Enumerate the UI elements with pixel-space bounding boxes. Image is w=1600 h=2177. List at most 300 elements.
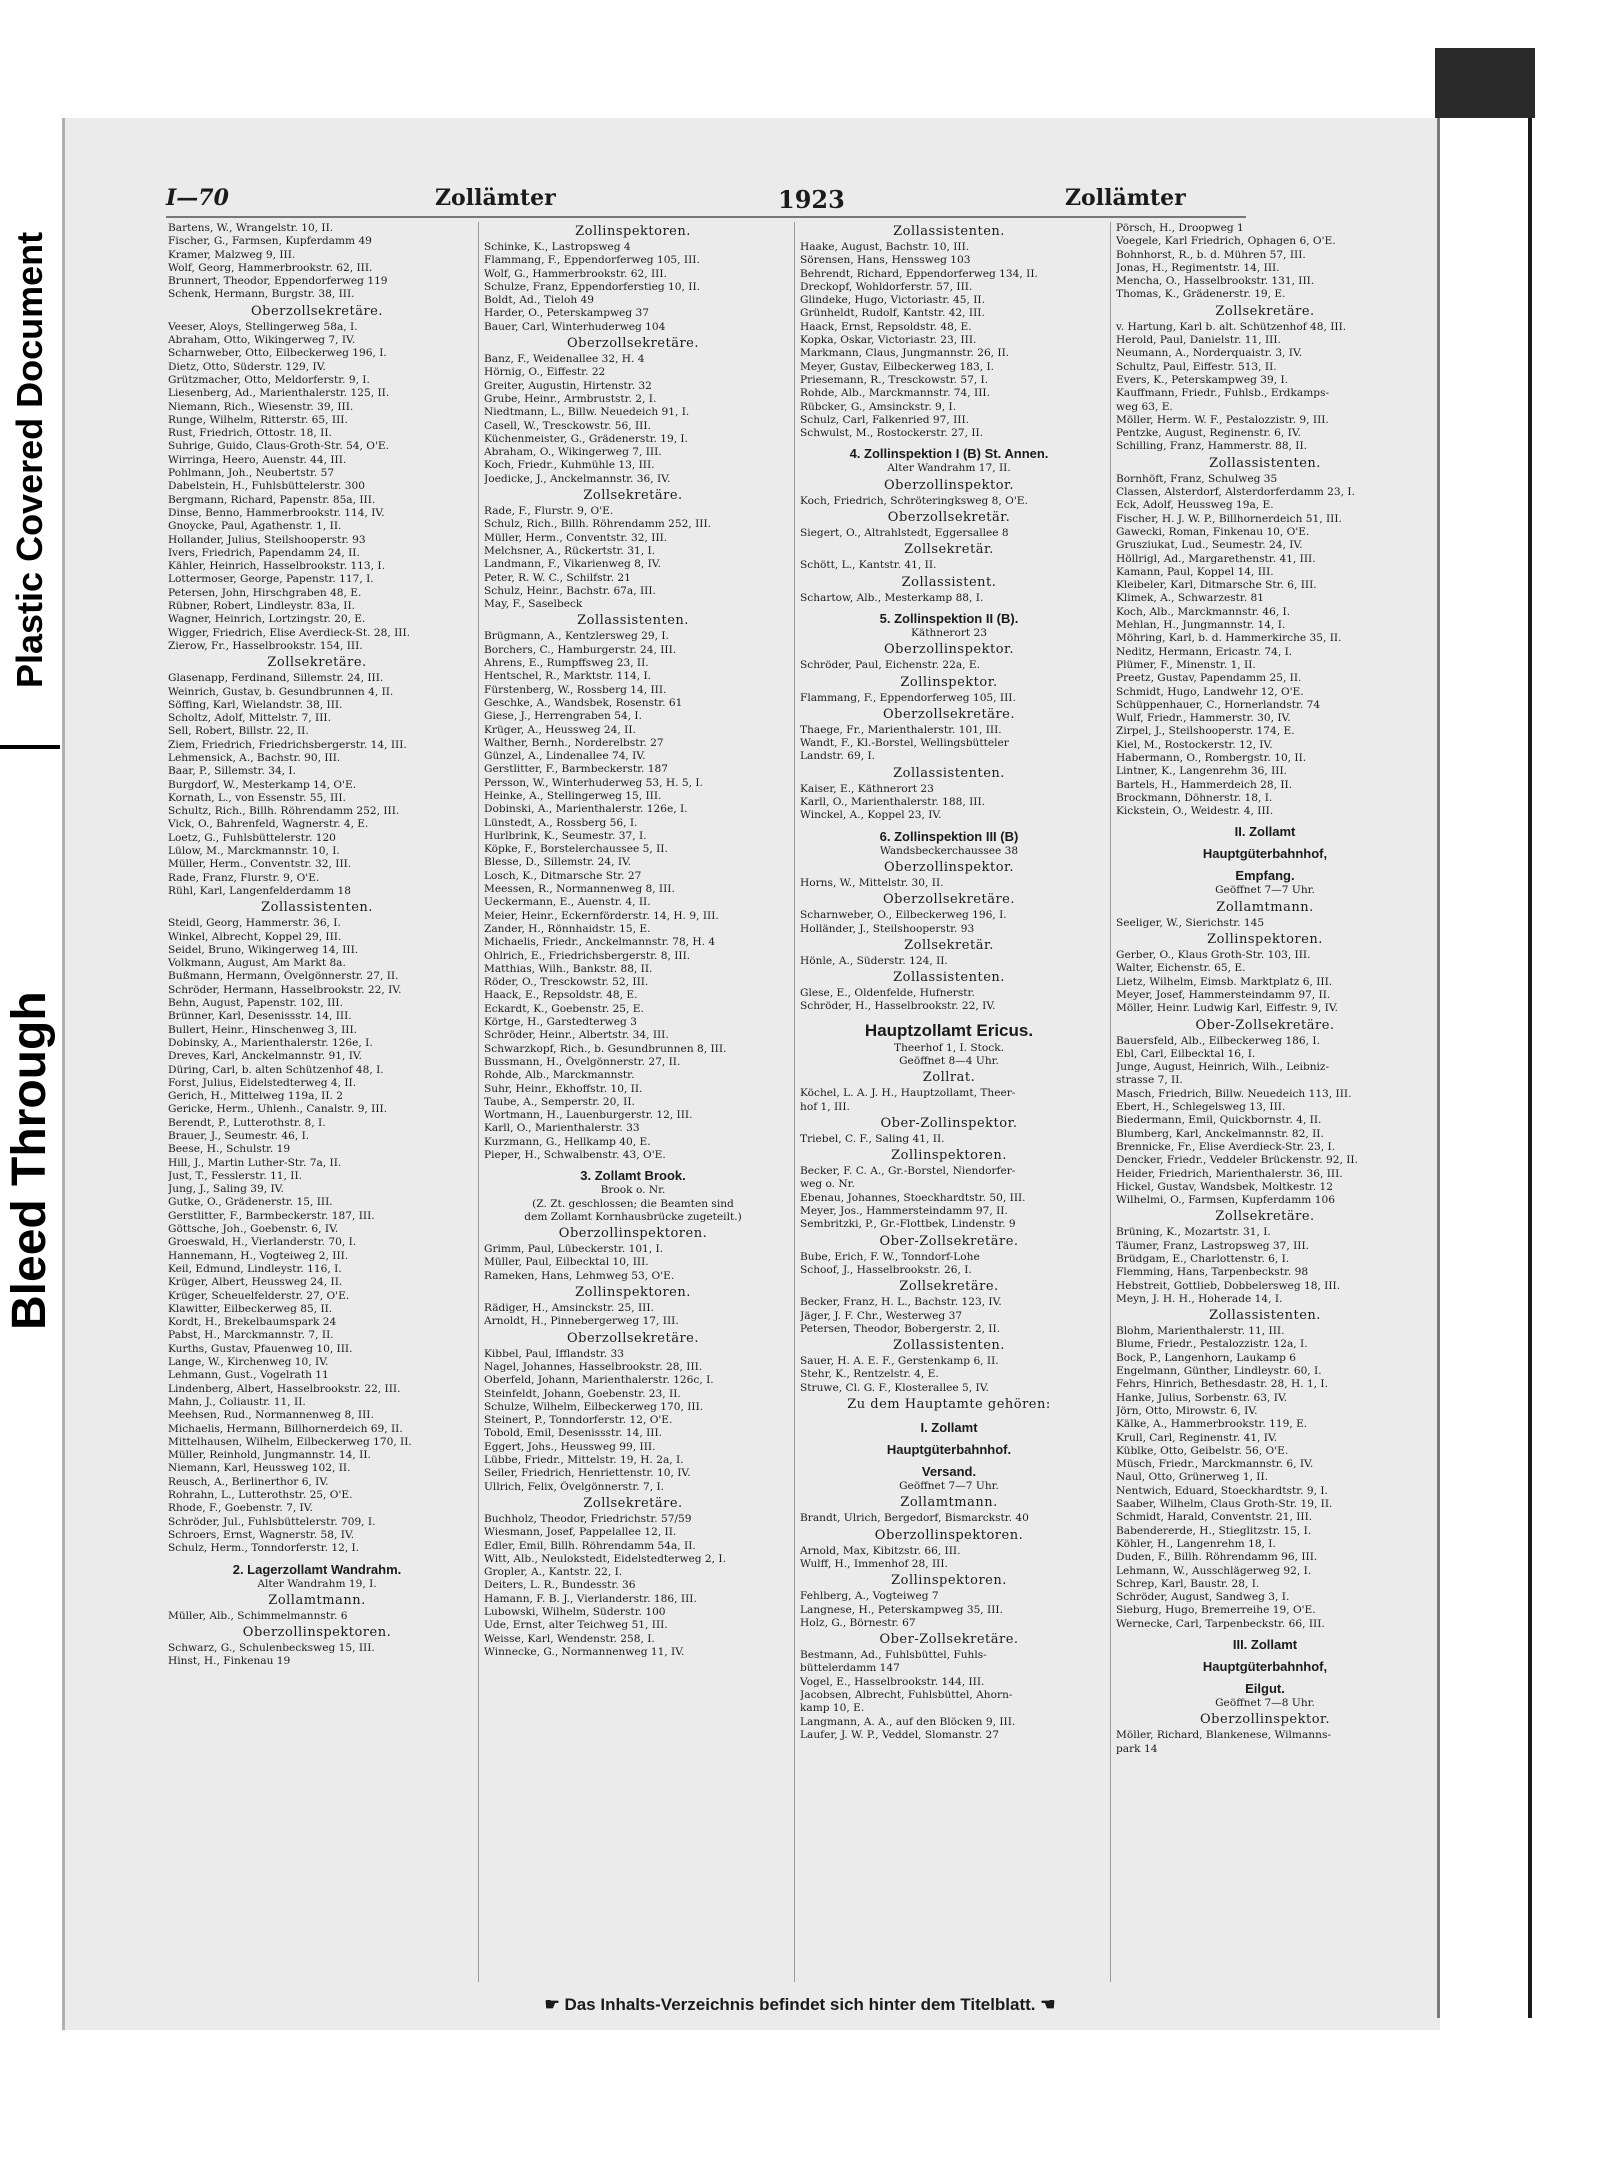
entry-line: Rübcker, G., Amsinckstr. 9, I.: [800, 400, 957, 413]
entry-line: Masch, Friedrich, Billw. Neuedeich 113, III.: [1116, 1087, 1352, 1100]
entry-line: Klimek, A., Schwarzestr. 81: [1116, 592, 1265, 605]
entry-line: Kähler, Heinrich, Hasselbrookstr. 113, I.: [168, 560, 385, 573]
entry-line: Ebenau, Johannes, Stoeckhardtstr. 50, III.: [800, 1191, 1026, 1204]
pointing-hand-icon: ☚: [1035, 1995, 1056, 2014]
entry-line: Pentzke, August, Reginenstr. 6, IV.: [1116, 427, 1301, 440]
entry-line: Bube, Erich, F. W., Tonndorf-Lohe: [800, 1250, 980, 1263]
entry-line: Göttsche, Joh., Goebenstr. 6, IV.: [168, 1223, 339, 1236]
entry-line: Nagel, Johannes, Hasselbrookstr. 28, III.: [484, 1360, 703, 1373]
section-heading: Oberzollsekretäre.: [566, 336, 700, 352]
section-heading: Ober-Zollinspektor.: [880, 1115, 1018, 1131]
entry-line: Hönle, A., Süderstr. 124, II.: [800, 954, 948, 967]
entry-line: Thaege, Fr., Marienthalerstr. 101, III.: [800, 723, 1002, 736]
entry-line: Krüger, A., Heussweg 24, II.: [484, 723, 636, 736]
entry-line: Abraham, O., Wikingerweg 7, III.: [484, 446, 662, 459]
entry-line: Kälke, A., Hammerbrookstr. 119, E.: [1116, 1418, 1308, 1431]
entry-line: Hill, J., Martin Luther-Str. 7a, II.: [168, 1156, 342, 1169]
column-4: [1116, 222, 1414, 1984]
office-heading: III. Zollamt: [1232, 1637, 1298, 1653]
entry-line: Hentschel, R., Marktstr. 114, I.: [484, 670, 651, 683]
entry-line: Brockmann, Döhnerstr. 18, I.: [1116, 791, 1273, 804]
entry-line: Matthias, Wilh., Bankstr. 88, II.: [484, 962, 653, 975]
entry-line: Pieper, H., Schwalbenstr. 43, O'E.: [484, 1149, 666, 1161]
entry-line: Burgdorf, W., Mesterkamp 14, O'E.: [168, 778, 357, 791]
entry-line: Köhler, H., Langenrehm 18, I.: [1116, 1537, 1276, 1550]
entry-line: Bauer, Carl, Winterhuderweg 104: [484, 320, 666, 333]
entry-line: Haake, August, Bachstr. 10, III.: [800, 241, 970, 253]
section-heading: Oberzollinspektor.: [1200, 1712, 1330, 1728]
entry-line: Schoof, J., Hasselbrookstr. 26, I.: [800, 1263, 972, 1276]
entry-line: Vogel, E., Hasselbrookstr. 144, III.: [800, 1675, 985, 1688]
entry-line: Bußmann, Hermann, Övelgönnerstr. 27, II.: [168, 970, 399, 983]
office-heading: 3. Zollamt Brook.: [580, 1168, 686, 1184]
entry-line: Grünheldt, Rudolf, Kantstr. 42, III.: [800, 307, 985, 320]
header-rule: [166, 216, 1246, 218]
entry-line: Niemann, Rich., Wiesenstr. 39, III.: [168, 400, 354, 413]
entry-line: Gericke, Herm., Uhlenh., Canalstr. 9, III.: [168, 1103, 388, 1116]
entry-line: Sell, Robert, Billstr. 22, II.: [168, 725, 309, 738]
entry-line: Schröder, H., Hasselbrookstr. 22, IV.: [800, 1000, 996, 1013]
entry-line: Krüger, Albert, Heussweg 24, II.: [168, 1276, 343, 1289]
header-year: 1923: [778, 185, 845, 214]
entry-line: Runge, Wilhelm, Ritterstr. 65, III.: [168, 413, 348, 426]
header-title-left: Zollämter: [435, 185, 556, 211]
entry-line: Sörensen, Hans, Henssweg 103: [800, 254, 971, 267]
entry-line: Klawitter, Eilbeckerweg 85, II.: [168, 1302, 333, 1315]
section-heading: Oberzollinspektor.: [884, 859, 1014, 875]
entry-line: Joedicke, J., Anckelmannstr. 36, IV.: [484, 472, 671, 485]
entry-line: Seiler, Friedrich, Henriettenstr. 10, IV.: [484, 1467, 691, 1480]
entry-line: Bohnhorst, R., b. d. Mühren 57, III.: [1116, 248, 1306, 261]
scanner-tab-marker: [1435, 48, 1535, 118]
entry-line: Fehlberg, A., Vogteiweg 7: [800, 1590, 939, 1603]
entry-line: Düring, Carl, b. alten Schützenhof 48, I.: [168, 1063, 384, 1076]
section-heading: Oberzollinspektor.: [884, 477, 1014, 493]
entry-line: Wiesmann, Josef, Pappelallee 12, II.: [484, 1526, 677, 1539]
entry-line: Brunnert, Theodor, Eppendorferweg 119: [168, 275, 388, 288]
entry-line: Söffing, Karl, Wielandstr. 38, III.: [168, 698, 343, 711]
entry-line: Keil, Edmund, Lindleystr. 116, I.: [168, 1262, 342, 1275]
entry-line: Jacobsen, Albrecht, Fuhlsbüttel, Ahorn-: [800, 1689, 1013, 1701]
entry-line: Grube, Heinr., Armbruststr. 2, I.: [484, 392, 657, 405]
entry-line: Hurlbrink, K., Seumestr. 37, I.: [484, 829, 647, 842]
entry-line: Mahn, J., Coliaustr. 11, II.: [168, 1395, 306, 1408]
entry-line: Bestmann, Ad., Fuhlsbüttel, Fuhls-: [800, 1649, 987, 1662]
entry-line: Evers, K., Peterskampweg 39, I.: [1116, 373, 1289, 386]
entry-line: Kibbel, Paul, Ifflandstr. 33: [484, 1347, 624, 1360]
entry-line: Meyer, Jos., Hammersteindamm 97, II.: [800, 1205, 1008, 1218]
section-heading: Zollassistenten.: [893, 1338, 1005, 1354]
entry-line: Ohlrich, E., Friedrichsbergerstr. 8, III.: [484, 949, 691, 962]
entry-line: Lange, W., Kirchenweg 10, IV.: [168, 1356, 329, 1369]
entry-line: Schulze, Franz, Eppendorferstieg 10, II.: [484, 280, 700, 293]
entry-line: Wortmann, H., Lauenburgerstr. 12, III.: [484, 1109, 693, 1122]
entry-line: Nentwich, Eduard, Stoeckhardtstr. 9, I.: [1116, 1484, 1328, 1497]
entry-line: Weisse, Karl, Wendenstr. 258, I.: [484, 1632, 655, 1645]
entry-line: Wagner, Heinrich, Lortzingstr. 20, E.: [168, 613, 366, 626]
column-3: [800, 222, 1098, 1984]
entry-line: Kordt, H., Brekelbaumspark 24: [168, 1316, 337, 1329]
entry-line: Schilling, Franz, Hammerstr. 88, II.: [1116, 440, 1308, 453]
entry-line: Hinst, H., Finkenau 19: [168, 1655, 291, 1668]
entry-line: Preetz, Gustav, Papendamm 25, II.: [1116, 672, 1302, 685]
section-heading: Zollassistenten.: [1209, 1308, 1321, 1324]
entry-line: Forst, Julius, Eidelstedterweg 4, II.: [168, 1076, 357, 1089]
entry-line: Horns, W., Mittelstr. 30, II.: [800, 876, 944, 889]
entry-line: Markmann, Claus, Jungmannstr. 26, II.: [800, 347, 1010, 360]
entry-line: Brügmann, A., Kentzlersweg 29, I.: [484, 630, 669, 643]
entry-line: Losch, K., Ditmarsche Str. 27: [484, 869, 642, 882]
entry-line: Bullert, Heinr., Hinschenweg 3, III.: [168, 1023, 358, 1036]
entry-line: Kickstein, O., Weidestr. 4, III.: [1116, 805, 1274, 818]
entry-line: Just, T., Fesslerstr. 11, II.: [168, 1169, 303, 1182]
office-heading: 4. Zollinspektion I (B) St. Annen.: [849, 446, 1049, 462]
entry-line: Melchsner, A., Rückertstr. 31, I.: [484, 544, 656, 557]
entry-line: Taube, A., Semperstr. 20, II.: [484, 1095, 635, 1108]
entry-line: Meier, Heinr., Eckernförderstr. 14, H. 9, III.: [484, 909, 719, 922]
entry-line: Duden, F., Billh. Röhrendamm 96, III.: [1116, 1551, 1318, 1564]
entry-line: Lülow, M., Marckmannstr. 10, I.: [168, 845, 340, 858]
entry-line: Blume, Friedr., Pestalozzistr. 12a, I.: [1116, 1338, 1308, 1351]
entry-line: Suhrige, Guido, Claus-Groth-Str. 54, O'E.: [168, 440, 389, 453]
entry-line: Steinert, P., Tonndorferstr. 12, O'E.: [484, 1414, 673, 1427]
entry-line: Dencker, Friedr., Veddeler Brückenstr. 92, II.: [1116, 1154, 1358, 1167]
entry-line: Lehmensick, A., Bachstr. 90, III.: [168, 751, 341, 764]
entry-line: Eggert, Johs., Heussweg 99, III.: [484, 1440, 656, 1453]
entry-line: Abraham, Otto, Wikingerweg 7, IV.: [168, 334, 356, 347]
section-heading: Zollamtmann.: [268, 1592, 366, 1608]
section-heading: Zollrat.: [922, 1070, 976, 1086]
entry-line: Dabelstein, H., Fuhlsbüttelerstr. 300: [168, 480, 365, 493]
page-header: [110, 185, 1186, 215]
entry-line: Suhr, Heinr., Ekhoffstr. 10, II.: [484, 1082, 643, 1095]
entry-line: Köchel, L. A. J. H., Hauptzollamt, Theer-: [800, 1087, 1016, 1100]
entry-line: hof 1, III.: [800, 1100, 850, 1113]
entry-line: Ivers, Friedrich, Papendamm 24, II.: [168, 546, 360, 559]
entry-line: Schwarzkopf, Rich., b. Gesundbrunnen 8, III.: [484, 1042, 727, 1055]
entry-line: Ahrens, E., Rumpffsweg 23, II.: [484, 657, 649, 670]
entry-line: Scharnweber, Otto, Eilbeckerweg 196, I.: [168, 347, 387, 360]
entry-line: Lehmann, Gust., Vogelrath 11: [168, 1369, 329, 1382]
entry-line: Höllrigl, Ad., Margarethenstr. 41, III.: [1116, 552, 1316, 565]
entry-line: Dreves, Karl, Anckelmannstr. 91, IV.: [168, 1050, 363, 1063]
entry-line: Gutke, O., Grädenerstr. 15, III.: [168, 1196, 333, 1209]
entry-line: Behn, August, Papenstr. 102, III.: [168, 997, 343, 1010]
entry-line: Müsch, Friedr., Marckmannstr. 6, IV.: [1116, 1458, 1314, 1471]
section-heading: Zollinspektor.: [900, 674, 998, 690]
entry-line: Glese, E., Oldenfelde, Hufnerstr.: [800, 987, 975, 1000]
entry-line: Classen, Alsterdorf, Alsterdorferdamm 23, I.: [1116, 486, 1355, 499]
entry-line: Engelmann, Günther, Lindleystr. 60, I.: [1116, 1365, 1322, 1378]
footer-note: [390, 1995, 1210, 2015]
entry-line: Biedermann, Emil, Quickbornstr. 4, II.: [1116, 1114, 1322, 1127]
entry-line: Deiters, L. R., Bundesstr. 36: [484, 1579, 636, 1592]
entry-line: Bornhöft, Franz, Schulweg 35: [1116, 472, 1278, 485]
entry-line: Arnoldt, H., Pinnebergerweg 17, III.: [484, 1315, 679, 1328]
entry-line: Schenk, Hermann, Burgstr. 38, III.: [168, 288, 355, 301]
entry-line: weg 63, E.: [1116, 400, 1173, 413]
entry-line: Brennicke, Fr., Elise Averdieck-Str. 23, I.: [1116, 1140, 1336, 1153]
entry-line: Fischer, H. J. W. P., Billhornerdeich 51, III.: [1116, 512, 1342, 525]
entry-line: Sauer, H. A. E. F., Gerstenkamp 6, II.: [800, 1355, 999, 1368]
entry-line: Wirringa, Heero, Auenstr. 44, III.: [168, 453, 347, 466]
entry-line: Körtge, H., Garstedterweg 3: [484, 1016, 637, 1029]
entry-line: Borchers, C., Hamburgerstr. 24, III.: [484, 643, 677, 656]
entry-line: Brüdgam, E., Charlottenstr. 6, I.: [1116, 1253, 1290, 1265]
section-heading: Zollsekretäre.: [1215, 1209, 1315, 1225]
entry-line: Gnoycke, Paul, Agathenstr. 1, II.: [168, 520, 342, 533]
pointing-hand-icon: ☛: [544, 1995, 565, 2014]
entry-line: Reusch, A., Berlinerthor 6, IV.: [168, 1475, 329, 1488]
entry-line: Müller, Herm., Conventstr. 32, III.: [168, 858, 352, 871]
office-address: Geöffnet 7—7 Uhr.: [1215, 884, 1315, 897]
entry-line: Wulf, Friedr., Hammerstr. 30, IV.: [1116, 712, 1291, 725]
section-heading: Zollsekretäre.: [583, 488, 683, 504]
column-rule: [794, 222, 795, 1982]
office-address: Käthnerort 23: [910, 626, 987, 639]
office-address: Geöffnet 7—7 Uhr.: [899, 1480, 999, 1493]
entry-line: Hebstreit, Gottlieb, Dobbelersweg 18, III.: [1116, 1279, 1341, 1292]
office-address: Theerhof 1, I. Stock.: [894, 1041, 1004, 1054]
entry-line: Bauersfeld, Alb., Eilbeckerweg 186, I.: [1116, 1034, 1320, 1047]
entry-line: Kornath, L., von Essenstr. 55, III.: [168, 791, 346, 804]
section-heading: Zu dem Hauptamte gehören:: [847, 1397, 1051, 1413]
column-rule: [478, 222, 479, 1982]
entry-line: Scholtz, Adolf, Mittelstr. 7, III.: [168, 712, 331, 725]
entry-line: Blohm, Marienthalerstr. 11, III.: [1116, 1325, 1285, 1338]
entry-line: Lünstedt, A., Rossberg 56, I.: [484, 816, 638, 829]
entry-line: Schröder, Hermann, Hasselbrookstr. 22, IV.: [168, 983, 402, 996]
office-heading: 6. Zollinspektion III (B): [879, 828, 1019, 844]
section-heading: Oberzollsekretäre.: [250, 303, 384, 319]
section-heading: Zollassistenten.: [1209, 455, 1321, 471]
entry-line: kamp 10, E.: [800, 1702, 865, 1715]
entry-line: Kleibeler, Karl, Ditmarsche Str. 6, III.: [1116, 579, 1317, 592]
entry-line: weg o. Nr.: [800, 1178, 855, 1191]
entry-line: Struwe, Cl. G. F., Klosterallee 5, IV.: [800, 1381, 989, 1394]
entry-line: Köpke, F., Borstelerchaussee 5, II.: [484, 843, 668, 856]
entry-line: Holländer, J., Steilshooperstr. 93: [800, 922, 975, 935]
column-2: [484, 222, 782, 1984]
entry-line: Wolf, Georg, Hammerbrookstr. 62, III.: [168, 261, 373, 274]
entry-line: Blesse, D., Sillemstr. 24, IV.: [484, 856, 632, 869]
entry-line: Triebel, C. F., Saling 41, II.: [800, 1132, 945, 1145]
entry-line: Pörsch, H., Droopweg 1: [1116, 222, 1244, 234]
entry-line: Täumer, Franz, Lastropsweg 37, III.: [1116, 1239, 1310, 1252]
entry-line: Heider, Friedrich, Marienthalerstr. 36, III.: [1116, 1167, 1343, 1180]
entry-line: Jörn, Otto, Mirowstr. 6, IV.: [1116, 1404, 1258, 1417]
entry-line: Flammang, F., Eppendorferweg 105, III.: [484, 254, 700, 267]
entry-line: Saaber, Wilhelm, Claus Groth-Str. 19, II.: [1116, 1498, 1333, 1511]
entry-line: Priesemann, R., Tresckowstr. 57, I.: [800, 373, 989, 386]
entry-line: Bussmann, H., Övelgönnerstr. 27, II.: [484, 1055, 681, 1068]
entry-line: Ziem, Friedrich, Friedrichsbergerstr. 14, III.: [168, 738, 407, 751]
entry-line: Becker, Franz, H. L., Bachstr. 123, IV.: [800, 1296, 1002, 1309]
entry-line: Krüger, Scheuelfelderstr. 27, O'E.: [168, 1289, 350, 1302]
entry-line: Langnese, H., Peterskampweg 35, III.: [800, 1603, 1003, 1616]
entry-line: Schultz, Rich., Billh. Röhrendamm 252, III.: [168, 805, 400, 818]
entry-line: Gerstlitter, F., Barmbeckerstr. 187: [484, 763, 668, 776]
entry-line: Zierow, Fr., Hasselbrookstr. 154, III.: [168, 639, 363, 652]
section-heading: Oberzollsekretäre.: [882, 706, 1016, 722]
entry-line: Gerich, H., Mittelweg 119a, II. 2: [168, 1090, 344, 1103]
entry-line: Ude, Ernst, alter Teichweg 51, III.: [484, 1619, 668, 1632]
office-address: (Z. Zt. geschlossen; die Beamten sind: [532, 1197, 734, 1210]
entry-line: Sembritzki, P., Gr.-Flottbek, Lindenstr. 9: [800, 1218, 1016, 1231]
office-heading: Hauptgüterbahnhof.: [886, 1442, 1012, 1458]
section-heading: Zollinspektoren.: [1207, 932, 1323, 948]
entry-line: Landmann, F., Vikarienweg 8, IV.: [484, 558, 661, 571]
office-heading: I. Zollamt: [920, 1420, 978, 1436]
entry-line: Bergmann, Richard, Papenstr. 85a, III.: [168, 493, 376, 506]
entry-line: Becker, F. C. A., Gr.-Borstel, Niendorfer-: [800, 1165, 1016, 1178]
entry-line: Mencha, O., Hasselbrookstr. 131, III.: [1116, 275, 1315, 288]
section-heading: Ober-Zollsekretäre.: [879, 1233, 1019, 1249]
entry-line: Winnecke, G., Normannenweg 11, IV.: [484, 1645, 685, 1658]
entry-line: Meyn, J. H. H., Hoherade 14, I.: [1116, 1292, 1283, 1305]
entry-line: Rade, Franz, Flurstr. 9, O'E.: [168, 871, 320, 884]
entry-line: Müller, Paul, Eilbecktal 10, III.: [484, 1256, 649, 1269]
entry-line: Schulz, Rich., Billh. Röhrendamm 252, III.: [484, 518, 712, 531]
entry-line: Wulff, H., Immenhof 28, III.: [800, 1557, 948, 1570]
entry-line: Boldt, Ad., Tieloh 49: [484, 294, 595, 307]
entry-line: Krull, Carl, Reginenstr. 41, IV.: [1116, 1431, 1278, 1444]
section-heading: Zollassistenten.: [893, 970, 1005, 986]
entry-line: Meessen, R., Normannenweg 8, III.: [484, 883, 675, 896]
section-heading: Zollinspektoren.: [891, 1573, 1007, 1589]
entry-line: Loetz, G., Fuhlsbüttelerstr. 120: [168, 831, 336, 844]
entry-line: Mittelhausen, Wilhelm, Eilbeckerweg 170, II.: [168, 1435, 412, 1448]
entry-line: Pabst, H., Marckmannstr. 7, II.: [168, 1329, 334, 1342]
entry-line: Groeswald, H., Vierlanderstr. 70, I.: [168, 1236, 357, 1249]
entry-line: Seeliger, W., Sierichstr. 145: [1116, 916, 1265, 929]
section-heading: Zollinspektoren.: [575, 224, 691, 239]
office-address: Alter Wandrahm 19, I.: [257, 1577, 377, 1590]
section-heading: Oberzollsekretäre.: [566, 1330, 700, 1346]
entry-line: Winckel, A., Koppel 23, IV.: [800, 809, 942, 822]
entry-line: Hickel, Gustav, Wandsbek, Moltkestr. 12: [1116, 1180, 1334, 1193]
entry-line: Scharnweber, O., Eilbeckerweg 196, I.: [800, 909, 1007, 922]
entry-line: Pohlmann, Joh., Neubertstr. 57: [168, 467, 335, 480]
entry-line: büttelerdamm 147: [800, 1662, 900, 1675]
entry-line: Jäger, J. F. Chr., Westerweg 37: [800, 1309, 963, 1322]
section-heading: Oberzollsekretäre.: [882, 892, 1016, 908]
entry-line: Küblke, Otto, Geibelstr. 56, O'E.: [1116, 1444, 1289, 1457]
entry-line: Lehmann, W., Ausschlägerweg 92, I.: [1116, 1564, 1312, 1577]
entry-line: Michaelis, Friedr., Anckelmannstr. 78, H. 4: [484, 936, 716, 949]
entry-line: Grimm, Paul, Lübeckerstr. 101, I.: [484, 1243, 664, 1256]
entry-line: Schultz, Paul, Eiffestr. 513, II.: [1116, 360, 1277, 373]
section-heading: Zollsekretär.: [904, 937, 994, 953]
entry-line: Schulz, Herm., Tonndorferstr. 12, I.: [168, 1542, 360, 1555]
entry-line: Wigger, Friedrich, Elise Averdieck-St. 28, III.: [168, 626, 411, 639]
entry-line: Wernecke, Carl, Tarpenbeckstr. 66, III.: [1116, 1617, 1325, 1630]
entry-line: Geschke, A., Wandsbek, Rosenstr. 61: [484, 696, 683, 709]
entry-line: Meyer, Gustav, Eilbeckerweg 183, I.: [800, 360, 995, 373]
section-heading: Oberzollsekretär.: [887, 510, 1011, 526]
section-heading: Zollinspektoren.: [891, 1148, 1007, 1164]
entry-line: Steidl, Georg, Hammerstr. 36, I.: [168, 917, 341, 930]
entry-line: Steinfeldt, Johann, Goebenstr. 23, II.: [484, 1387, 681, 1400]
entry-line: Schröder, Heinr., Albertstr. 34, III.: [484, 1029, 669, 1042]
entry-line: Lietz, Wilhelm, Eimsb. Marktplatz 6, III.: [1116, 975, 1333, 988]
footer-text: Das Inhalts-Verzeichnis befindet sich hinter dem Titelblatt.: [564, 1995, 1036, 2014]
column-1: [168, 222, 466, 1984]
entry-line: Fehrs, Hinrich, Bethesdastr. 28, H. 1, I.: [1116, 1378, 1328, 1391]
section-heading: Zollsekretäre.: [267, 655, 367, 671]
column-rule: [1110, 222, 1111, 1982]
entry-line: Rübner, Robert, Lindleystr. 83a, II.: [168, 600, 356, 613]
entry-line: Weinrich, Gustav, b. Gesundbrunnen 4, II.: [168, 685, 394, 698]
entry-line: Dinse, Benno, Hammerbrookstr. 114, IV.: [168, 506, 385, 519]
entry-line: Gawecki, Roman, Finkenau 10, O'E.: [1116, 525, 1310, 538]
section-heading: Zollsekretär.: [904, 542, 994, 558]
entry-line: Wandt, F., Kl.-Borstel, Wellingsbütteler: [800, 737, 1009, 750]
entry-line: Siegert, O., Altrahlstedt, Eggersallee 8: [800, 527, 1009, 540]
entry-line: Schwulst, M., Rostockerstr. 27, II.: [800, 427, 984, 440]
office-heading: II. Zollamt: [1234, 824, 1296, 840]
entry-line: Veeser, Aloys, Stellingerweg 58a, I.: [168, 320, 358, 333]
entry-line: Rädiger, H., Amsinckstr. 25, III.: [484, 1302, 654, 1315]
entry-line: Kiel, M., Rostockerstr. 12, IV.: [1116, 738, 1273, 751]
entry-line: Schröder, Paul, Eichenstr. 22a, E.: [800, 659, 980, 672]
entry-line: Brünner, Karl, Desenissstr. 14, III.: [168, 1010, 352, 1023]
entry-line: Möller, Heinr. Ludwig Karl, Eiffestr. 9, IV.: [1116, 1002, 1338, 1015]
entry-line: Ueckermann, E., Auenstr. 4, II.: [484, 896, 651, 909]
entry-line: Brandt, Ulrich, Bergedorf, Bismarckstr. 40: [800, 1512, 1029, 1525]
section-heading: Zollassistenten.: [893, 765, 1005, 781]
entry-line: Lubowski, Wilhelm, Süderstr. 100: [484, 1606, 666, 1619]
entry-line: Dobinski, A., Marienthalerstr. 126e, I.: [484, 803, 688, 816]
section-heading: Ober-Zollsekretäre.: [1195, 1017, 1335, 1033]
entry-line: Voegele, Karl Friedrich, Ophagen 6, O'E.: [1116, 235, 1336, 248]
entry-line: Babendererde, H., Stieglitzstr. 15, I.: [1116, 1524, 1312, 1537]
entry-line: Brüning, K., Mozartstr. 31, I.: [1116, 1226, 1271, 1239]
section-heading: Oberzollinspektor.: [884, 642, 1014, 658]
entry-line: Seidel, Bruno, Wikingerweg 14, III.: [168, 943, 359, 956]
entry-line: Schinke, K., Lastropsweg 4: [484, 241, 631, 253]
entry-line: Vick, O., Bahrenfeld, Wagnerstr. 4, E.: [168, 818, 369, 831]
entry-line: Jonas, H., Regimentstr. 14, III.: [1116, 261, 1280, 274]
entry-line: Bartels, H., Hammerdeich 28, II.: [1116, 778, 1293, 791]
section-heading: Zollsekretäre.: [583, 1495, 683, 1511]
entry-line: Rhode, F., Goebenstr. 7, IV.: [168, 1502, 313, 1515]
entry-line: Zirpel, J., Steilshooperstr. 174, E.: [1116, 725, 1295, 738]
entry-line: Naul, Otto, Grünerweg 1, II.: [1116, 1471, 1269, 1484]
entry-line: Stehr, K., Rentzelstr. 4, E.: [800, 1368, 939, 1381]
entry-line: Petersen, John, Hirschgraben 48, E.: [168, 586, 362, 599]
entry-line: Volkmann, August, Am Markt 8a.: [168, 957, 346, 970]
section-heading: Zollamtmann.: [1216, 899, 1314, 915]
entry-line: Zander, H., Rönnhaidstr. 15, E.: [484, 922, 651, 935]
entry-line: Neumann, A., Norderquaistr. 3, IV.: [1116, 347, 1303, 360]
entry-line: Schulz, Heinr., Bachstr. 67a, III.: [484, 584, 656, 597]
entry-line: Arnold, Max, Kibitzstr. 66, III.: [800, 1544, 961, 1557]
entry-line: Wolf, G., Hammerbrookstr. 62, III.: [484, 267, 667, 280]
entry-line: Beese, H., Schulstr. 19: [168, 1143, 291, 1156]
entry-line: Peter, R. W. C., Schilfstr. 21: [484, 571, 631, 584]
entry-line: Eck, Adolf, Heussweg 19a, E.: [1116, 499, 1274, 512]
entry-line: Fischer, G., Farmsen, Kupferdamm 49: [168, 235, 372, 248]
entry-line: Petersen, Theodor, Bobergerstr. 2, II.: [800, 1322, 1001, 1335]
entry-line: Lindenberg, Albert, Hasselbrookstr. 22, III.: [168, 1382, 401, 1395]
entry-line: Mehlan, H., Jungmannstr. 14, I.: [1116, 619, 1286, 632]
entry-line: Liesenberg, Ad., Marienthalerstr. 125, II.: [168, 387, 390, 400]
entry-line: Flammang, F., Eppendorferweg 105, III.: [800, 691, 1016, 704]
entry-line: Herold, Paul, Danielstr. 11, III.: [1116, 334, 1281, 347]
entry-line: May, F., Saselbeck: [484, 598, 583, 611]
entry-line: Greiter, Augustin, Hirtenstr. 32: [484, 379, 652, 392]
